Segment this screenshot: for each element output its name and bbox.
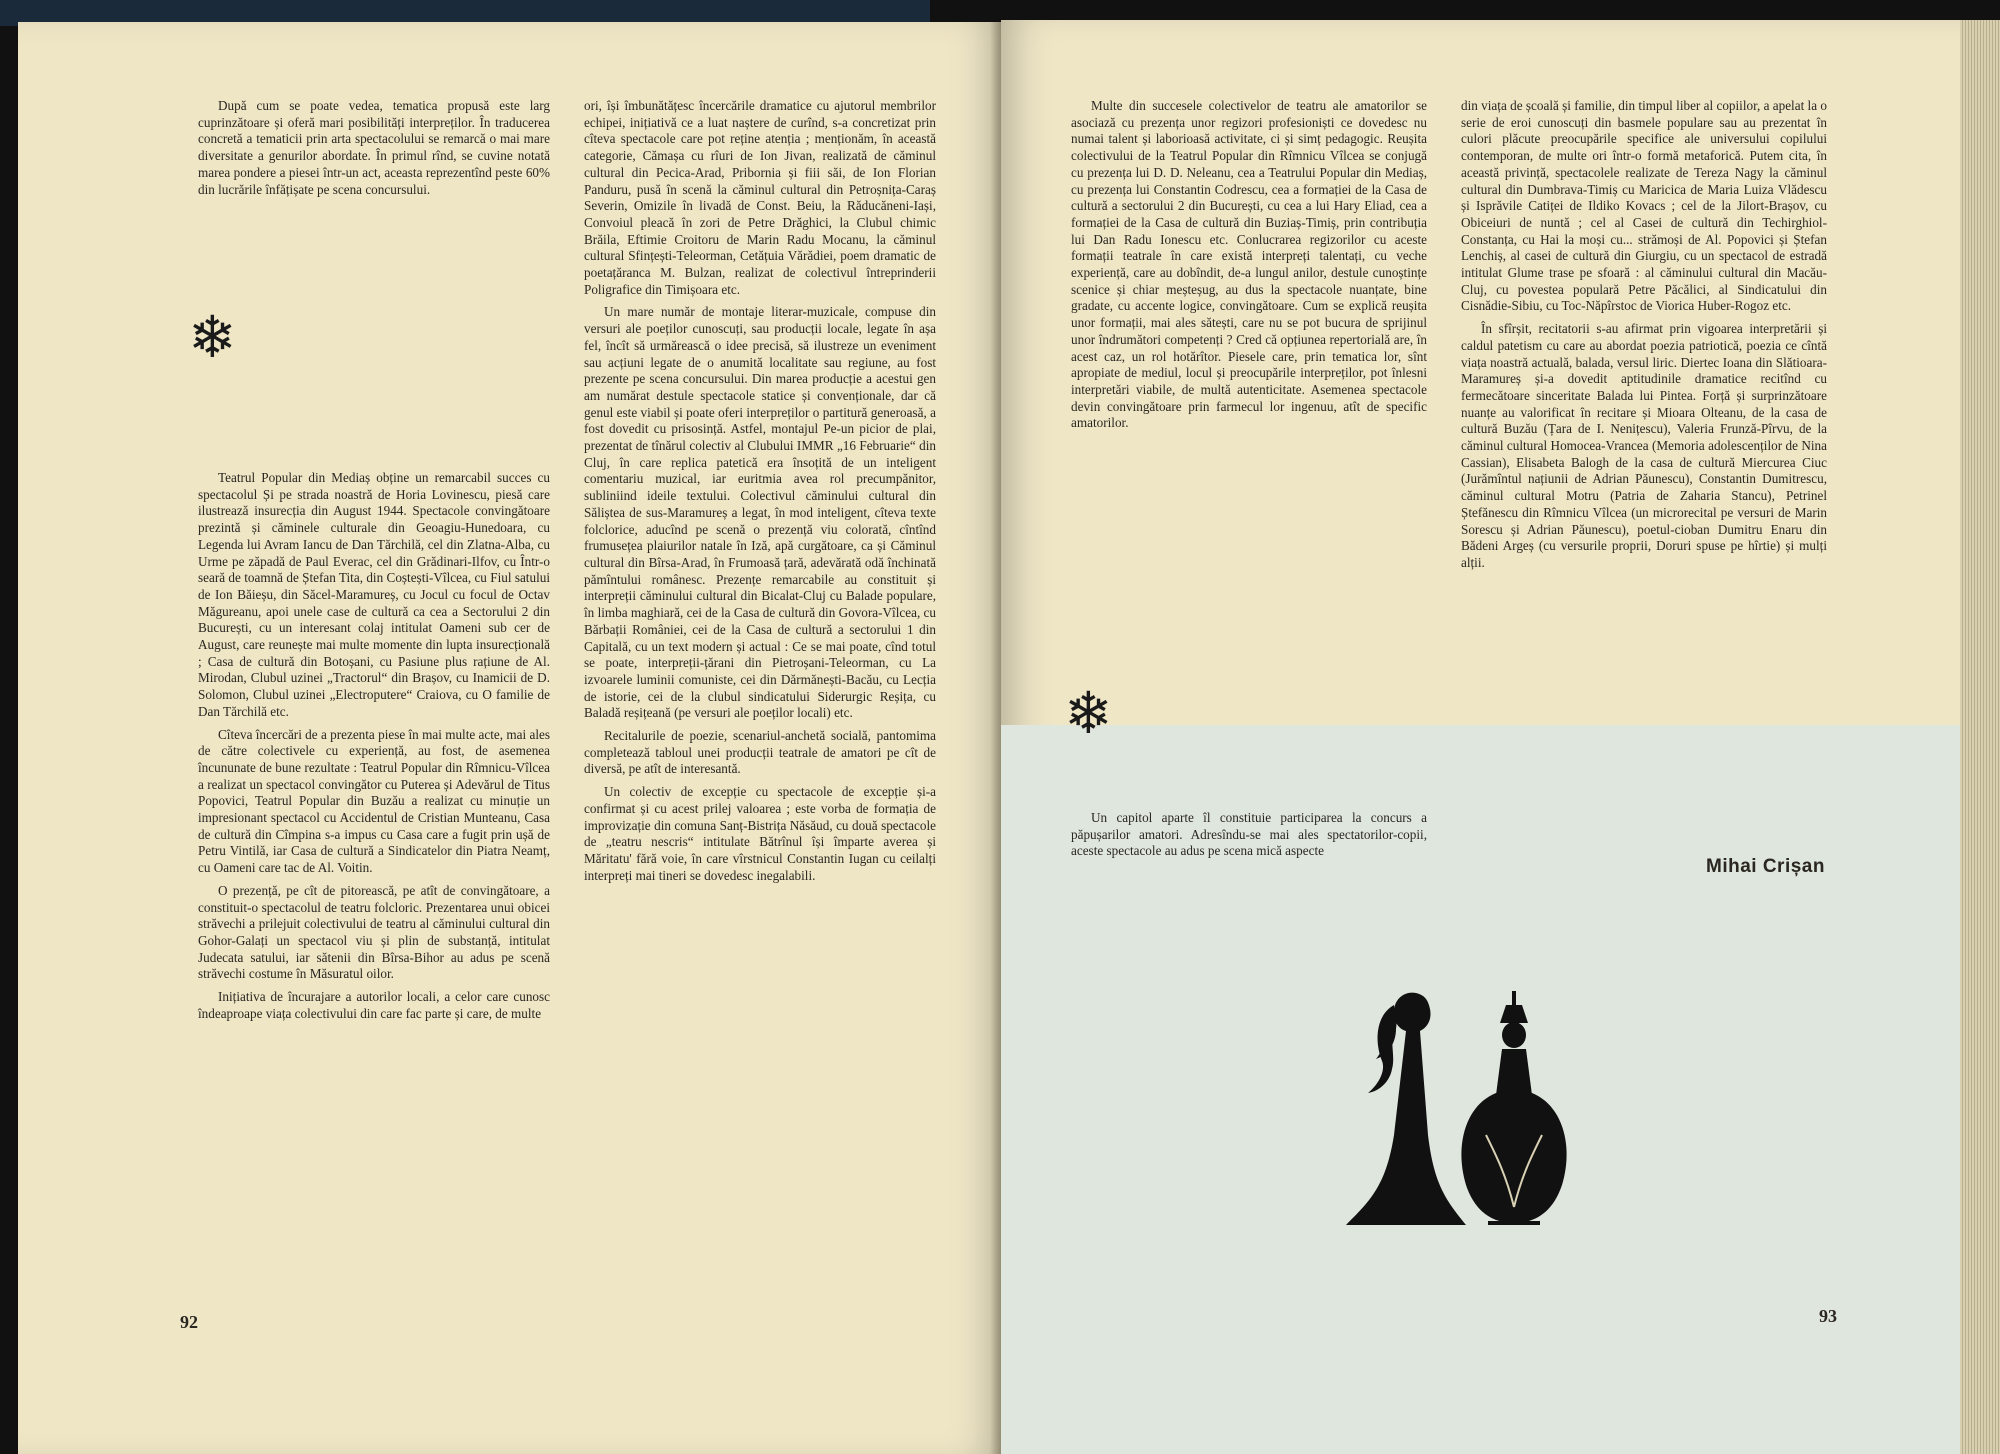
- paragraph: Un mare număr de montaje literar-muzicale, compuse din versuri ale poeților cunoscuți, sau producții locale, legate în așa fel, încît să urmărească o idee precisă, să ilustreze un eveniment sau acțiuni legate de o anumită localitate sau regiune, au fost prezente pe scena concursului. Din marea producție a acestui gen am numărat destule spectacole statice și convenționale, dar că genul este viabil și poate oferi interpreților o partitură generoasă, a fost dovedit cu prisosință. Astfel, montajul Pe-un picior de plai, prezentat de tînărul colectiv al Clubului IMMR „16 Februarie“ din Cluj, în care replica patetică era însoțită de un inteligent comentariu muzical, iar euritmia avea rol precumpănitor, subliniind ideile textului. Colectivul căminului cultural din Săliștea de sus-Maramureș a legat, în mod inteligent, cîteva texte folclorice, aducînd pe scenă o prezență viu colorată, cîntînd frumusețea plaiurilor natale în Iză, apă curgătoare, ca și Căminul cultural din Bîrsa-Arad, în Frumoasă țară, adevărată odă închinată pămîntului românesc. Prezențe remarcabile au constituit și interpreții căminului cultural din Bicalat-Cluj cu Balade populare, în limba maghiară, cei de la Casa de cultură din Govora-Vîlcea, cu Bărbații României, cei de la Casa de cultură a sectorului 1 din Capitală, cu un text modern și actual : Ce se mai poate, cînd totul se poate, interpreții-țărani din Pietroșani-Teleorman, cu La izvoarele luminii comuniste, cei din Dărmănești-Bacău, cu Lecția de istorie, cei de la clubul sindicatului Siderurgic Reșița, cu Baladă reșițeană (pe versuri ale poeților locali) etc.: [584, 304, 936, 721]
- paragraph: Recitalurile de poezie, scenariul-anchetă socială, pantomima completează tabloul unei producții teatrale de amatori pe cît de diversă, pe atît de interesantă.: [584, 728, 936, 777]
- left-puppet-figure: [1346, 993, 1466, 1225]
- paragraph: Multe din succesele colectivelor de teatru ale amatorilor se asociază cu prezența unor regizori profesioniști ce dovedesc nu numai talent și laborioasă activitate, ci și simț pedagogic. Reușita colectivului de la Teatrul Popular din Rîmnicu Vîlcea se conjugă cu prezența lui D. D. Neleanu, cea a Teatrului Popular din Mediaș, cu prezența lui Constantin Codrescu, cea a formației de la Casa de cultură a sectorului 2 din București, cu cea a lui Hary Eliad, cea a formației de la Casa de cultură din Buziaș-Timiș, prin contribuția lui Dan Radu Ionescu etc. Conlucrarea regizorilor cu aceste formații teatrale în care există interpreți talentați, cu veche experiență, care au dobîndit, de-a lungul anilor, destule cunoștințe scenice și chiar meșteșug, au dus la spectacole nuanțate, bine gradate, cu accente logice, convingătoare. Cum se explică reușita unor formații, mai ales sătești, care nu se pot bucura de sprijinul unor îndrumători competenți ? Cred că opțiunea repertorială are, în acest caz, un rol hotărîtor. Piesele care, prin tematica lor, sînt apropiate de mediul, locul și preocupările interpreților, pot înlesni interpretări viabile, de multă autenticitate. Asemenea spectacole devin convingătoare prin farmecul lor ingenuu, atît de specific amatorilor.: [1071, 98, 1427, 431]
- right-col1-top: [1071, 98, 1427, 438]
- right-puppet-figure: [1461, 991, 1566, 1225]
- author-signature: Mihai Crișan: [1706, 856, 1825, 877]
- paragraph: Inițiativa de încurajare a autorilor locali, a celor care cunosc îndeaproape viața colectivului din care fac parte și care, de multe: [198, 989, 550, 1021]
- right-page: [1001, 20, 1961, 1454]
- paragraph: În sfîrșit, recitatorii s-au afirmat prin vigoarea interpretării și caldul patetism cu care au abordat poezia patriotică, poezia ce cîntă viața noastră actuală, balada, versul liric. Diertec Ioana din Slătioara-Maramureș și-a dovedit aptitudinile dramatice recitînd cu fermecătoare sinceritate Balada lui Pintea. Forță și surprinzătoare nuanțe au valorificat în recitare și Mioara Olteanu, de la casa de cultură Buzău (Țara de I. Nenițescu), Valeria Frunză-Pîrvu, de la căminul cultural Homocea-Vrancea (Memoria adolescenților de Nina Cassian), Elisabeta Balogh de la casa de cultură Miercurea Ciuc (Jurămîntul națiunii de Adrian Păunescu), Constantin Dumitrescu, căminul cultural Motru (Patria de Zaharia Stancu), Petrinel Ștefănescu din Rîmnicu Vîlcea (un microrecital pe versuri de Marin Sorescu și Adrian Păunescu), poetul-cioban Dumitru Enaru din Bădeni Argeș (cu versurile proprii, Doruri spuse pe hîrtie) și mulți alții.: [1461, 321, 1827, 570]
- snowflake-ornament-icon: ❄: [1064, 679, 1113, 747]
- paragraph: După cum se poate vedea, tematica propusă este larg cuprinzătoare și oferă mari posibilități interpreților. În traducerea concretă a tematicii prin arta spectacolului se remarcă o mai mare diversitate a genurilor abordate. În primul rînd, se cuvine notată marea pondere a piesei într-un act, aceasta reprezentînd peste 60% din lucrările înfățișate pe scena concursului.: [198, 98, 550, 197]
- paragraph: ori, își îmbunătățesc încercările dramatice cu ajutorul membrilor echipei, inițiativă ce a luat naștere de curînd, s-a concretizat prin cîteva spectacole care pot reține atenția ; menționăm, în această categorie, Cămașa cu rîuri de Ion Jivan, realizată de căminul cultural din Pecica-Arad, Pribornia și fiii săi, de Ion Florian Panduru, pusă în scenă la căminul cultural din Petroșnița-Caraș Severin, Omizile în livadă de Const. Beiu, la Răducăneni-Iași, Convoiul pleacă în zori de Petre Drăghici, la Clubul chimic Brăila, Eftimie Croitoru de Marin Radu Mocanu, la căminul cultural Sfințești-Teleorman, Cetățuia Vărădiei, poem dramatic de poetațăranca M. Bulzan, realizat de colectivul întreprinderii Poligrafice din Timișoara etc.: [584, 98, 936, 297]
- paragraph: Cîteva încercări de a prezenta piese în mai multe acte, mai ales de către colectivele cu experiență, au fost, de asemenea încununate de bune rezultate : Teatrul Popular din Rîmnicu-Vîlcea a realizat un spectacol convingător cu Puterea și Adevărul de Titus Popovici, Teatrul Popular din Buzău a realizat cu minuție un impresionant spectacol cu Accidentul de Cristian Munteanu, Casa de cultură din Cîmpina s-a impus cu Casa care a fugit prin ușă de Petru Vintilă, iar Casa de cultură a Sindicatelor din Piatra Neamț, cu Oameni care tac de Al. Voitin.: [198, 726, 550, 876]
- snowflake-ornament-icon: ❄: [188, 303, 237, 371]
- right-col2: [1461, 98, 1827, 578]
- paragraph: O prezență, pe cît de pitorească, pe atît de convingătoare, a constituit-o spectacolul de teatru folcloric. Prezentarea unui obicei străvechi a prilejuit colectivului de teatru al căminului cultural din Gohor-Galați un spectacol viu și plin de substanță, intitulat Judecata satului, iar sătenii din Bîrsa-Bihor au adus pe scenă străvechi costume în Măsuratul oilor.: [198, 882, 550, 982]
- left-col1-bottom: [198, 470, 550, 1029]
- paragraph: din viața de școală și familie, din timpul liber al copiilor, a apelat la o serie de eroi cunoscuți din basmele populare sau au prezentat în culori plăcute preocupările specifice ale universului copilului contemporan, de multe ori într-o formă metaforică. Putem cita, în această privință, spectacolele realizate de Tereza Nagy la căminul cultural din Dumbrava-Timiș cu Maricica de Maria Luiza Vlădescu și Isprăvile Catiței de Ildiko Kovacs ; cel de la Jilort-Brașov, cu Obiceiuri de nuntă ; cel al Casei de cultură din Techirghiol-Constanța, cu Hai la moși cu... strămoși de Al. Popovici și Ștefan Lenchiș, al casei de cultură din Giurgiu, cu un spectacol de estradă intitulat Glume trase pe sfoară : al căminului cultural din Macău-Cluj, cu povestea populară Petre Păcălici, al Sindicatului din Cisnădie-Sibiu, cu Toc-Năpîrstoc de Viorica Huber-Rogoz etc.: [1461, 98, 1827, 314]
- paragraph: Un colectiv de excepție cu spectacole de excepție și-a confirmat și cu acest prilej valoarea ; este vorba de formația de improvizație din comuna Sanț-Bistrița Năsăud, cu două spectacole de „teatru nescris“ intitulate Bătrînul își împarte averea și Măritatu' fără voie, în care vîrstnicul Constantin Iugan cu ceilalți interpreți mai tineri se dovedesc inegalabili.: [584, 784, 936, 883]
- paragraph: Un capitol aparte îl constituie participarea la concurs a păpușarilor amatori. Adresîndu-se mai ales spectatorilor-copii, aceste spectacole au adus pe scena mică aspecte: [1071, 810, 1427, 859]
- right-col1-bottom: [1071, 810, 1427, 866]
- paragraph: Teatrul Popular din Mediaș obține un remarcabil succes cu spectacolul Și pe strada noastră de Horia Lovinescu, piesă care ilustrează insurecția din August 1944. Spectacole convingătoare prezintă și căminele culturale din Geoagiu-Hunedoara, cu Legenda lui Avram Iancu de Dan Tărchilă, cel din Zlatna-Alba, cu Urme pe zăpadă de Paul Everac, cel din Grădinari-Ilfov, cu Într-o seară de toamnă de Ștefan Tita, din Coștești-Vîlcea, cu Fiul satului de Ion Băieșu, din Săcel-Maramureș, cu Jocul cu focul de Octav Măgureanu, apoi unele case de cultură ca cea a Sectorului 2 din București, cu un interesant colaj intitulat Oameni sub cer de August, care reunește mai multe momente din lupta insurecțională ; Casa de cultură din Botoșani, cu Pasiune plus rațiune de Al. Mirodan, Clubul uzinei „Tractorul“ din Brașov, cu Inamicii de D. Solomon, Clubul uzinei „Electroputere“ Craiova, cu O familie de Dan Tărchilă etc.: [198, 470, 550, 719]
- page-edges: [1960, 20, 2000, 1454]
- puppet-silhouettes-illustration: [1336, 985, 1586, 1225]
- page-number-left: 92: [180, 1312, 198, 1332]
- page-number-right: 93: [1819, 1306, 1837, 1326]
- left-col2: [584, 98, 936, 890]
- left-col1-top: [198, 98, 550, 204]
- left-page: [18, 22, 1001, 1454]
